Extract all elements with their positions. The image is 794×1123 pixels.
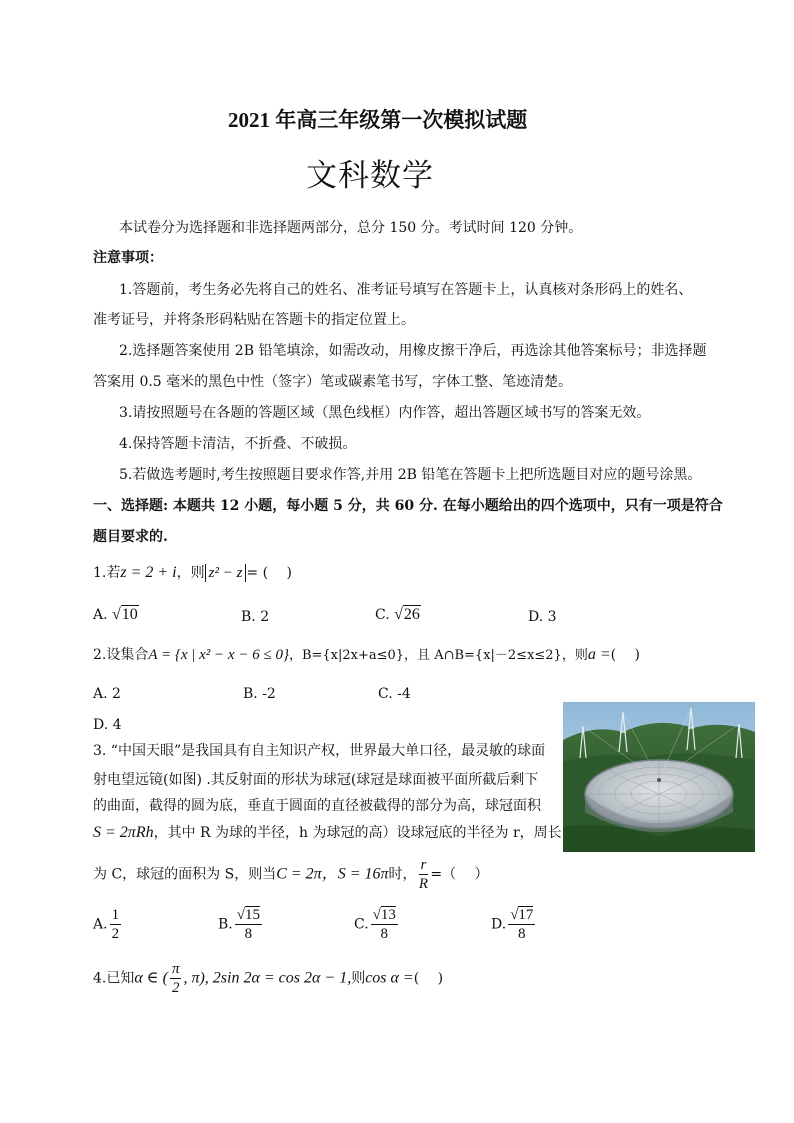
- notice-item-1-cont: 准考证号，并将条形码粘贴在答题卡的指定位置上。: [93, 312, 415, 328]
- q3-option-c-label: C.: [354, 916, 369, 933]
- q3-option-d-value: $\frac{√17}{8}$: [510, 907, 534, 942]
- question-2: [93, 645, 640, 666]
- q3-option-b-value: $\frac{√15}{8}$: [236, 907, 260, 942]
- q4-cos: cos α =: [365, 969, 414, 987]
- q3-option-c: [354, 906, 400, 943]
- q1-option-c-label: C.: [375, 607, 390, 623]
- question-1: [93, 563, 292, 583]
- q1-expr: z = 2 + i: [120, 564, 177, 581]
- q2-option-d: D. 4: [93, 717, 122, 733]
- q1-option-c-value: √26: [394, 606, 420, 623]
- notice-item-4: 4.保持答题卡清洁，不折叠、不破损。: [119, 436, 357, 452]
- q2-option-b: B. -2: [243, 686, 276, 702]
- page-title: 2021 年高三年级第一次模拟试题: [228, 108, 528, 132]
- question-4: [93, 960, 443, 997]
- notice-item-2: 2.选择题答案使用 2B 铅笔填涂，如需改动，用橡皮擦干净后，再选涂其他答案标号；非选择题: [119, 343, 707, 359]
- question-3-line-1: 3. “中国天眼”是我国具有自主知识产权，世界最大单口径，最灵敏的球面: [93, 743, 546, 759]
- q1-suffix: = ( ): [246, 565, 292, 581]
- q3-option-c-value: $\frac{√13}{8}$: [372, 907, 396, 942]
- q3-option-b: [218, 906, 264, 943]
- q1-option-a-label: A.: [93, 607, 108, 623]
- page-subtitle: 文科数学: [306, 158, 434, 193]
- q1-prefix: 1.若: [93, 565, 121, 581]
- section-heading-cont: 题目要求的.: [93, 529, 168, 545]
- intro-text: 本试卷分为选择题和非选择题两部分，总分 150 分。考试时间 120 分钟。: [119, 220, 583, 236]
- question-3-line-2: 射电望远镜(如图) .其反射面的形状为球冠(球冠是球面被平面所截后剩下: [93, 772, 539, 788]
- q2-rest: ，B={x|2x+a≤0}，且 A∩B={x|－2≤x≤2}，则: [288, 648, 588, 663]
- q3-ratio: $\frac{r}{R}$: [418, 857, 429, 892]
- question-3-line-3: 的曲面，截得的圆为底，垂直于圆面的直径被截得的部分为高，球冠面积: [93, 798, 541, 814]
- q3-line5-b: 时，: [388, 866, 417, 883]
- q2-option-a: A. 2: [93, 686, 121, 702]
- q2-var: a =: [587, 646, 611, 663]
- q1-option-b: B. 2: [241, 609, 270, 625]
- q3-option-a-label: A.: [93, 916, 108, 933]
- q1-option-c: [375, 605, 421, 625]
- radio-telescope-photo: [563, 702, 755, 852]
- question-3-line-5: [93, 856, 489, 893]
- q1-mid: ，则: [176, 565, 205, 581]
- notice-item-3: 3.请按照题号在各题的答题区域（黑色线框）内作答，超出答题区域书写的答案无效。: [119, 405, 651, 421]
- q4-paren: ( ): [413, 970, 444, 987]
- q3-option-a-value: $\frac{1}{2}$: [111, 907, 120, 942]
- q3-line5-c: =（ ）: [430, 866, 489, 883]
- q3-line4-rest: ，其中 R 为球的半径，h 为球冠的高）设球冠底的半径为 r，周长: [153, 825, 562, 841]
- q1-option-a-value: √10: [112, 606, 138, 623]
- question-3-line-4: [93, 823, 562, 843]
- q1-option-d: D. 3: [528, 609, 557, 625]
- q3-option-a: [93, 906, 123, 943]
- q1-option-a: [93, 605, 139, 625]
- q3-option-d-label: D.: [491, 916, 507, 933]
- q4-condition: , π), 2sin 2α = cos 2α − 1,: [183, 969, 352, 987]
- q2-prefix: 2.设集合: [93, 647, 149, 663]
- q4-pi-half: $\frac{\pi}{2}$: [171, 961, 180, 996]
- q2-paren: ( ): [610, 647, 641, 663]
- notice-item-2-cont: 答案用 0.5 毫米的黑色中性（签字）笔或碳素笔书写，字体工整、笔迹清楚。: [93, 374, 573, 390]
- notice-item-5: 5.若做选考题时,考生按照题目要求作答,并用 2B 铅笔在答题卡上把所选题目对应的题号涂黑。: [119, 467, 702, 483]
- notice-heading: 注意事项：: [93, 250, 163, 266]
- q2-set-a: A = {x | x² − x − 6 ≤ 0}: [148, 647, 289, 663]
- q4-alpha: α ∈ (: [134, 969, 168, 987]
- q1-abs-expr: z² − z: [205, 564, 247, 582]
- q3-option-b-label: B.: [218, 916, 233, 933]
- q3-formula: S = 2πRh: [93, 824, 154, 841]
- q4-then: 则: [351, 970, 366, 987]
- q4-prefix: 4.已知: [93, 970, 135, 987]
- notice-item-1: 1.答题前，考生务必先将自己的姓名、准考证号填写在答题卡上，认真核对条形码上的姓名、: [119, 282, 693, 298]
- section-heading: 一、选择题: 本题共 12 小题，每小题 5 分，共 60 分. 在每小题给出的四个选项中，只有一项是符合: [93, 498, 723, 514]
- q3-line5-a: 为 C，球冠的面积为 S，则当: [93, 866, 277, 883]
- q2-option-c: C. -4: [378, 686, 411, 702]
- q3-option-d: [491, 906, 537, 943]
- q3-condition: C = 2π，S = 16π: [276, 865, 389, 883]
